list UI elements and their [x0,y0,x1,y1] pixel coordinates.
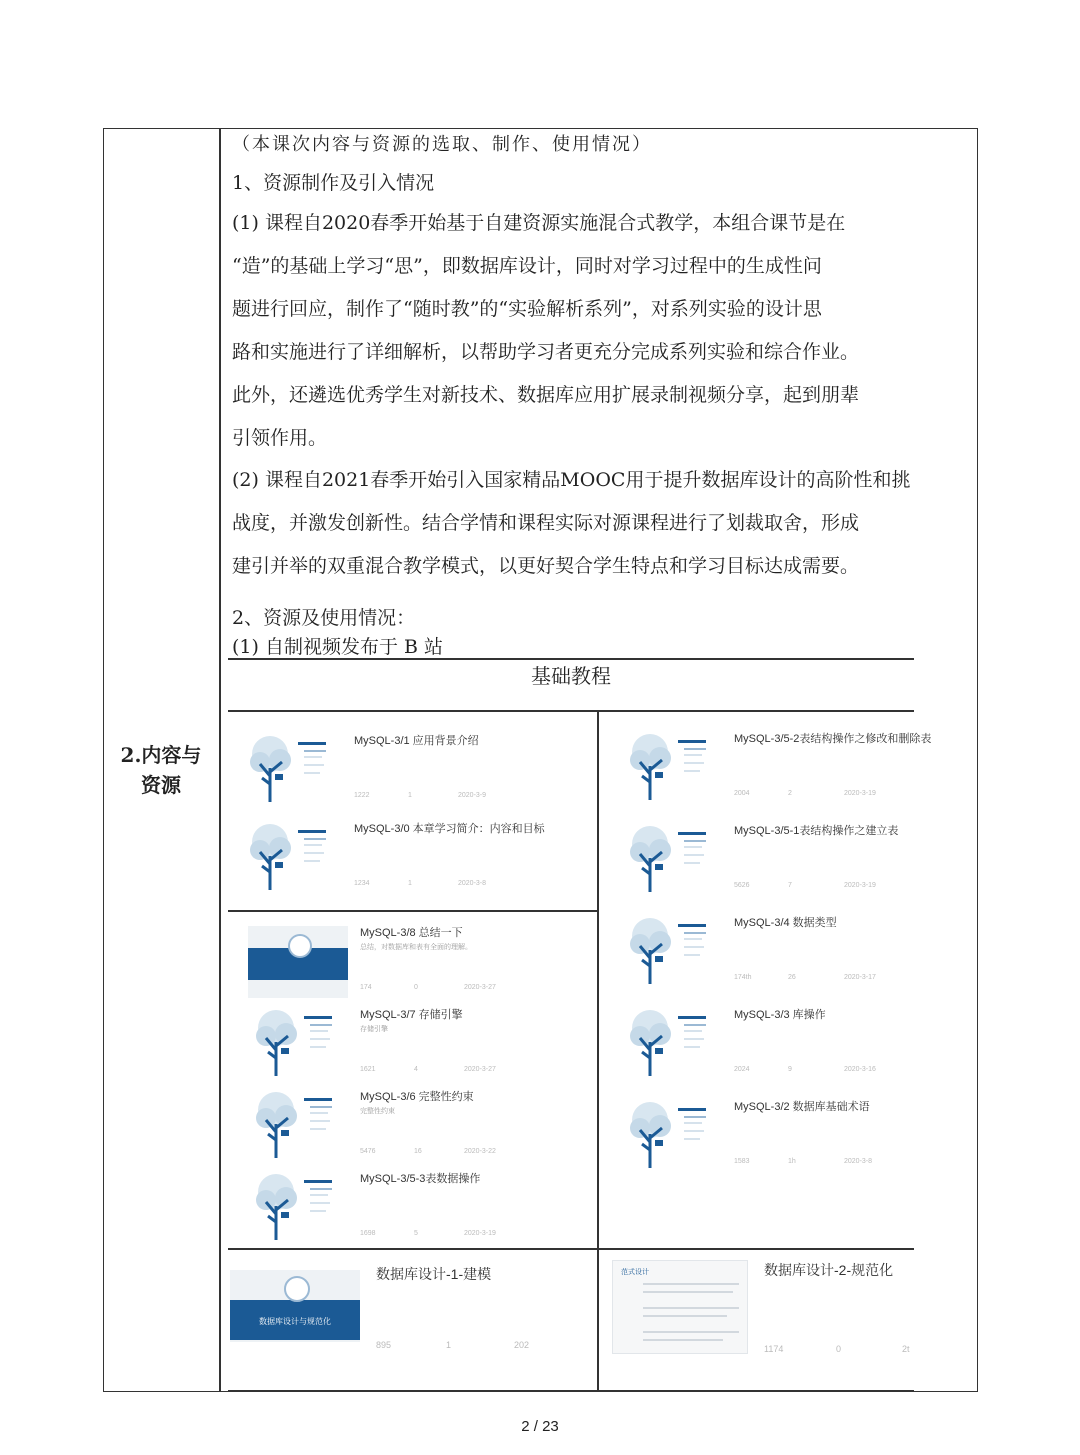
upload-date: 2020-3-17 [844,974,876,981]
danmaku-count: 1 [408,880,412,887]
view-count: 1174 [764,1344,784,1354]
paragraph-line: 题进行回应，制作了“随时教”的“实验解析系列”，对系列实验的设计思 [232,298,822,320]
thumbnail-caption: 数据库设计与规范化 [259,1317,331,1326]
video-title[interactable]: MySQL-3/6 完整性约束 [360,1091,474,1103]
video-subtitle: 完整性约束 [360,1108,395,1115]
video-title[interactable]: MySQL-3/1 应用背景介绍 [354,735,479,747]
danmaku-count: 1 [408,792,412,799]
text-line [643,1291,733,1293]
video-card[interactable] [238,1164,598,1250]
upload-date: 2020-3-9 [458,792,487,799]
upload-date: 2t [902,1344,910,1354]
video-title[interactable]: MySQL-3/5-2表结构操作之修改和删除表 [734,733,932,745]
danmaku-count: 4 [414,1066,418,1073]
text-line [643,1283,739,1285]
view-count: 2004 [734,790,750,797]
video-thumbnail-tree[interactable] [622,732,722,804]
video-thumbnail-tree[interactable] [248,1090,348,1162]
danmaku-count: 2 [788,790,792,797]
danmaku-count: 16 [414,1148,422,1155]
upload-date: 202 [514,1340,530,1350]
section-label-line2: 资源 [141,773,181,797]
view-count: 1698 [360,1230,376,1237]
view-count: 5626 [734,882,750,889]
paragraph-1 [232,202,952,460]
video-title[interactable]: MySQL-3/2 数据库基础术语 [734,1101,870,1113]
paragraph-line: 引领作用。 [232,427,328,449]
video-subtitle: 总结，对数据库和表有全面的理解。 [360,944,472,951]
video-card[interactable] [238,918,598,1004]
video-thumbnail-tree[interactable] [242,734,342,806]
upload-date: 2020-3-16 [844,1066,876,1073]
view-count: 1222 [354,792,370,799]
page-number: 2 / 23 [521,1418,559,1435]
large-video-card[interactable] [610,1256,910,1384]
video-title[interactable]: MySQL-3/8 总结一下 [360,927,463,939]
video-title[interactable]: MySQL-3/4 数据类型 [734,917,837,929]
video-thumbnail-tree[interactable] [622,824,722,896]
paragraph-line: 此外，还遴选优秀学生对新技术、数据库应用扩展录制视频分享，起到朋辈 [232,384,860,406]
view-count: 5476 [360,1148,376,1155]
video-title[interactable]: MySQL-3/0 本章学习简介：内容和目标 [354,823,545,835]
video-card[interactable] [238,1000,598,1086]
view-count: 1621 [360,1066,376,1073]
video-card[interactable] [612,908,912,994]
thumbnail-caption: 范式设计 [621,1269,649,1276]
video-title[interactable]: 数据库设计-1-建模 [376,1266,492,1282]
paragraph-2 [232,459,952,588]
paragraph-line: 战度，并激发创新性。结合学情和课程实际对源课程进行了划裁取舍，形成 [232,512,860,534]
video-thumbnail-design[interactable] [230,1270,360,1342]
upload-date: 2020-3-27 [464,984,496,991]
paragraph-line: (2) 课程自2021春季开始引入国家精品MOOC用于提升数据库设计的高阶性和挑 [232,469,911,491]
view-count: 1234 [354,880,370,887]
view-count: 2024 [734,1066,750,1073]
video-card[interactable] [612,724,932,810]
video-title[interactable]: 数据库设计-2-规范化 [764,1262,894,1278]
text-line [643,1315,727,1317]
video-thumbnail-tree[interactable] [248,1008,348,1080]
paragraph-line: (1) 课程自2020春季开始基于自建资源实施混合式教学，本组合课节是在 [232,212,846,234]
view-count: 174th [734,974,752,981]
view-count: 174 [360,984,372,991]
danmaku-count: 26 [788,974,796,981]
video-card[interactable] [612,816,912,902]
danmaku-count: 5 [414,1230,418,1237]
upload-date: 2020-3-8 [844,1158,873,1165]
video-card[interactable] [612,1000,912,1086]
panel-left-split-line [228,910,598,912]
panel-header-line [228,710,914,712]
danmaku-count: 1 [446,1340,452,1350]
upload-date: 2020-3-8 [458,880,487,887]
logo-icon [284,1276,310,1302]
upload-date: 2020-3-19 [844,882,876,889]
video-thumbnail-summary[interactable] [248,926,348,998]
danmaku-count: 1h [788,1158,796,1165]
video-card[interactable] [238,1082,598,1168]
video-thumbnail-tree[interactable] [622,1100,722,1172]
video-thumbnail-document[interactable] [612,1260,748,1354]
table-column-divider [219,128,221,1392]
danmaku-count: 0 [414,984,418,991]
upload-date: 2020-3-19 [844,790,876,797]
video-card[interactable] [612,1092,912,1178]
danmaku-count: 9 [788,1066,792,1073]
video-thumbnail-tree[interactable] [248,1172,348,1244]
logo-icon [288,934,312,958]
section-label-line1: 2.内容与 [120,743,202,767]
heading-resource-production: 1、资源制作及引入情况 [232,172,435,194]
upload-date: 2020-3-27 [464,1066,496,1073]
upload-date: 2020-3-22 [464,1148,496,1155]
danmaku-count: 0 [836,1344,842,1354]
paragraph-line: “造”的基础上学习“思”，即数据库设计，同时对学习过程中的生成性问 [232,255,822,277]
video-thumbnail-tree[interactable] [622,1008,722,1080]
panel-title: 基础教程 [531,664,611,688]
video-title[interactable]: MySQL-3/5-1表结构操作之建立表 [734,825,899,837]
view-count: 1583 [734,1158,750,1165]
video-thumbnail-tree[interactable] [622,916,722,988]
danmaku-count: 7 [788,882,792,889]
panel-bottom-line [228,1390,914,1392]
text-line [643,1307,739,1309]
video-subtitle: 存储引擎 [360,1026,388,1033]
text-line [643,1331,739,1333]
paragraph-line: 建引并举的双重混合教学模式，以更好契合学生特点和学习目标达成需要。 [232,555,860,577]
video-title[interactable]: MySQL-3/3 库操作 [734,1009,826,1021]
upload-date: 2020-3-19 [464,1230,496,1237]
intro-text: （本课次内容与资源的选取、制作、使用情况） [232,134,652,155]
text-line [643,1339,723,1341]
view-count: 895 [376,1340,392,1350]
video-card[interactable] [232,814,592,900]
large-video-card[interactable] [230,1258,590,1386]
video-card[interactable] [232,726,592,812]
paragraph-line: 路和实施进行了详细解析，以帮助学习者更充分完成系列实验和综合作业。 [232,341,860,363]
heading-resource-usage: 2、资源及使用情况： [232,607,416,629]
video-thumbnail-tree[interactable] [242,822,342,894]
video-title[interactable]: MySQL-3/7 存储引擎 [360,1009,463,1021]
video-title[interactable]: MySQL-3/5-3表数据操作 [360,1173,481,1185]
section-label [104,740,218,800]
subheading-bilibili: (1) 自制视频发布于 B 站 [232,636,443,658]
